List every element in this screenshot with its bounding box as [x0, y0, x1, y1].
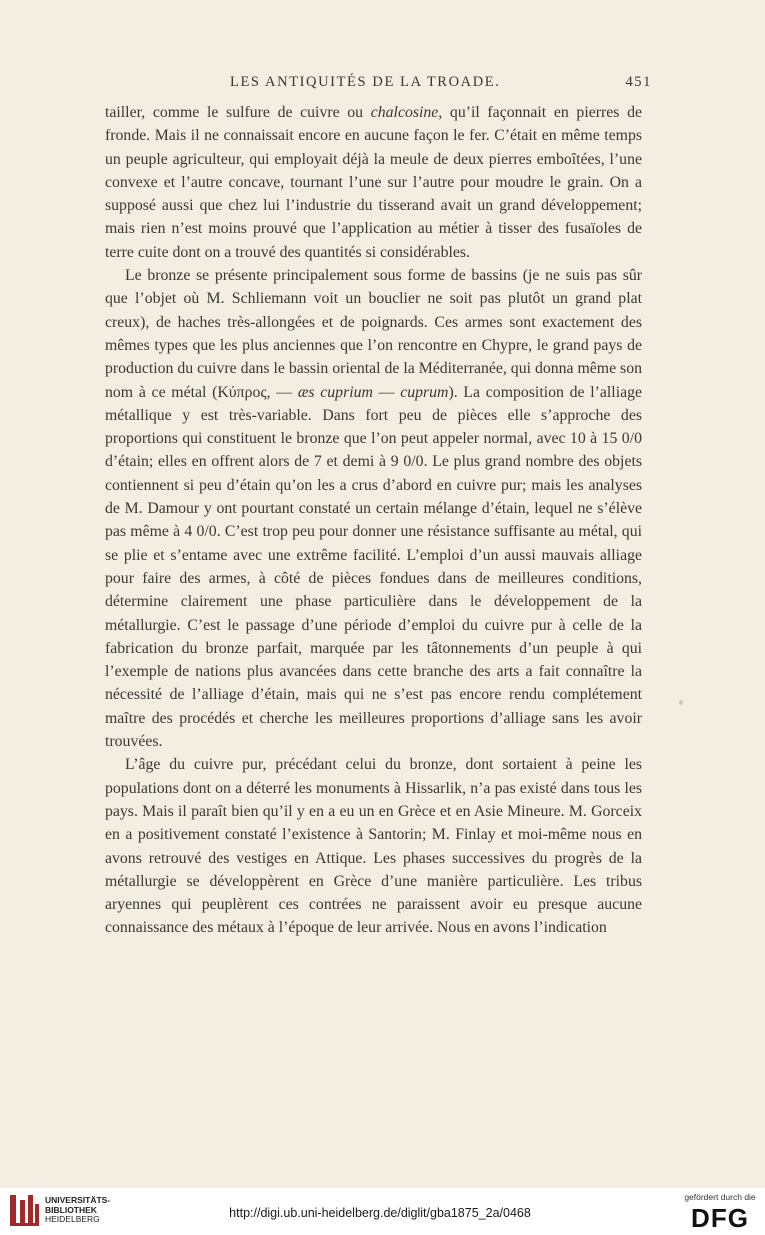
university-library-logo-icon: [8, 1192, 42, 1228]
italic-term: æs cuprium: [297, 383, 373, 401]
institution-name: UNIVERSITÄTS- BIBLIOTHEK HEIDELBERG: [45, 1195, 111, 1224]
page-number: 451: [625, 74, 652, 90]
body-text: [105, 101, 642, 940]
funded-by-label: gefördert durch die: [684, 1192, 756, 1202]
digitization-footer: [0, 1188, 765, 1235]
running-title: LES ANTIQUITÉS DE LA TROADE.: [230, 74, 501, 90]
dfg-logo: DFG: [691, 1203, 749, 1233]
paragraph-3: L’âge du cuivre pur, précédant celui du bronze, dont sortaient à peine les populations dont on a déterré les monuments à Hissarlik, n’a pas existé dans tous les pays. Mais il paraît bien qu’il y en a eu un en Grèce et en Asie Mineure. M. Gorceix en a positivement constaté l’existence à Santorin; M. Finlay et moi-même nous en avons retrouvé des vestiges en Attique. Les phases successives du progrès de la métallurgie se développèrent en Grèce d’une manière particulière. Les tribus aryennes qui peuplèrent ces contrées ne paraissent avoir eu presque aucune connaissance des métaux à l’époque de leur arrivée. Nous en avons l’indication: [105, 756, 642, 937]
italic-term: cuprum: [400, 383, 449, 401]
paragraph-1: tailler, comme le sulfure de cuivre ou chalcosine, qu’il façonnait en pierres de fronde. Mais il ne connaissait encore en aucune façon le fer. C’était en même temps un peuple agriculteur, qui employait déjà la meule de deux pierres emboîtées, l’une convexe et l’autre concave, tournant l’une sur l’autre pour moudre le grain. On a supposé aussi que chez lui l’industrie du tisserand avait un grand développement; mais rien n’est moins prouvé que l’application au métier à tisser des fusaïoles de terre cuite dont on a trouvé des quantités si considérables.: [105, 104, 642, 261]
permalink-url[interactable]: http://digi.ub.uni-heidelberg.de/diglit/gba1875_2a/0468: [229, 1206, 531, 1220]
paper-speck: [679, 700, 683, 705]
paragraph-2: Le bronze se présente principalement sous forme de bassins (je ne suis pas sûr que l’objet où M. Schliemann voit un bouclier ne soit pas plutôt un grand plat creux), de haches très-allongées et de poignards. Ces armes sont exactement des mêmes types que les plus anciennes que l’on rencontre en Chypre, le grand pays de production du cuivre dans le bassin oriental de la Méditerranée, qui donna même son nom à ce métal (Κύπρος, — æs cuprium — cuprum). La composition de l’alliage métallique y est très-variable. Dans fort peu de pièces elle s’approche des proportions qui constituent le bronze que l’on peut appeler normal, avec 10 à 15 0/0 d’étain; elles en offrent alors de 7 et demi à 9 0/0. Le plus grand nombre des objets contiennent si peu d’étain qu’on les a crus d’abord en cuivre pur; mais les analyses de M. Damour y ont pourtant constaté un certain mélange d’étain, lequel ne s’élève pas même à 4 0/0. C’est trop peu pour donner une résistance suffisante au métal, qui se plie et s’entame avec une extrême facilité. L’emploi d’un aussi mauvais alliage pour faire des armes, à côté de pièces fondues dans de meilleures conditions, détermine clairement une phase particulière dans le développement de la métallurgie. C’est le passage d’une période d’emploi du cuivre pur à celle de la fabrication du bronze parfait, marquée par les tâtonnements d’un peuple à qui l’exemple de nations plus avancées dans cette branche des arts a fait connaître la nécessité de l’alliage d’étain, mais qui ne s’est pas encore rendu complétement maître des procédés et cherche les meilleures proportions d’alliage sans les avoir trouvées.: [105, 267, 643, 751]
italic-term: chalcosine: [370, 104, 439, 121]
